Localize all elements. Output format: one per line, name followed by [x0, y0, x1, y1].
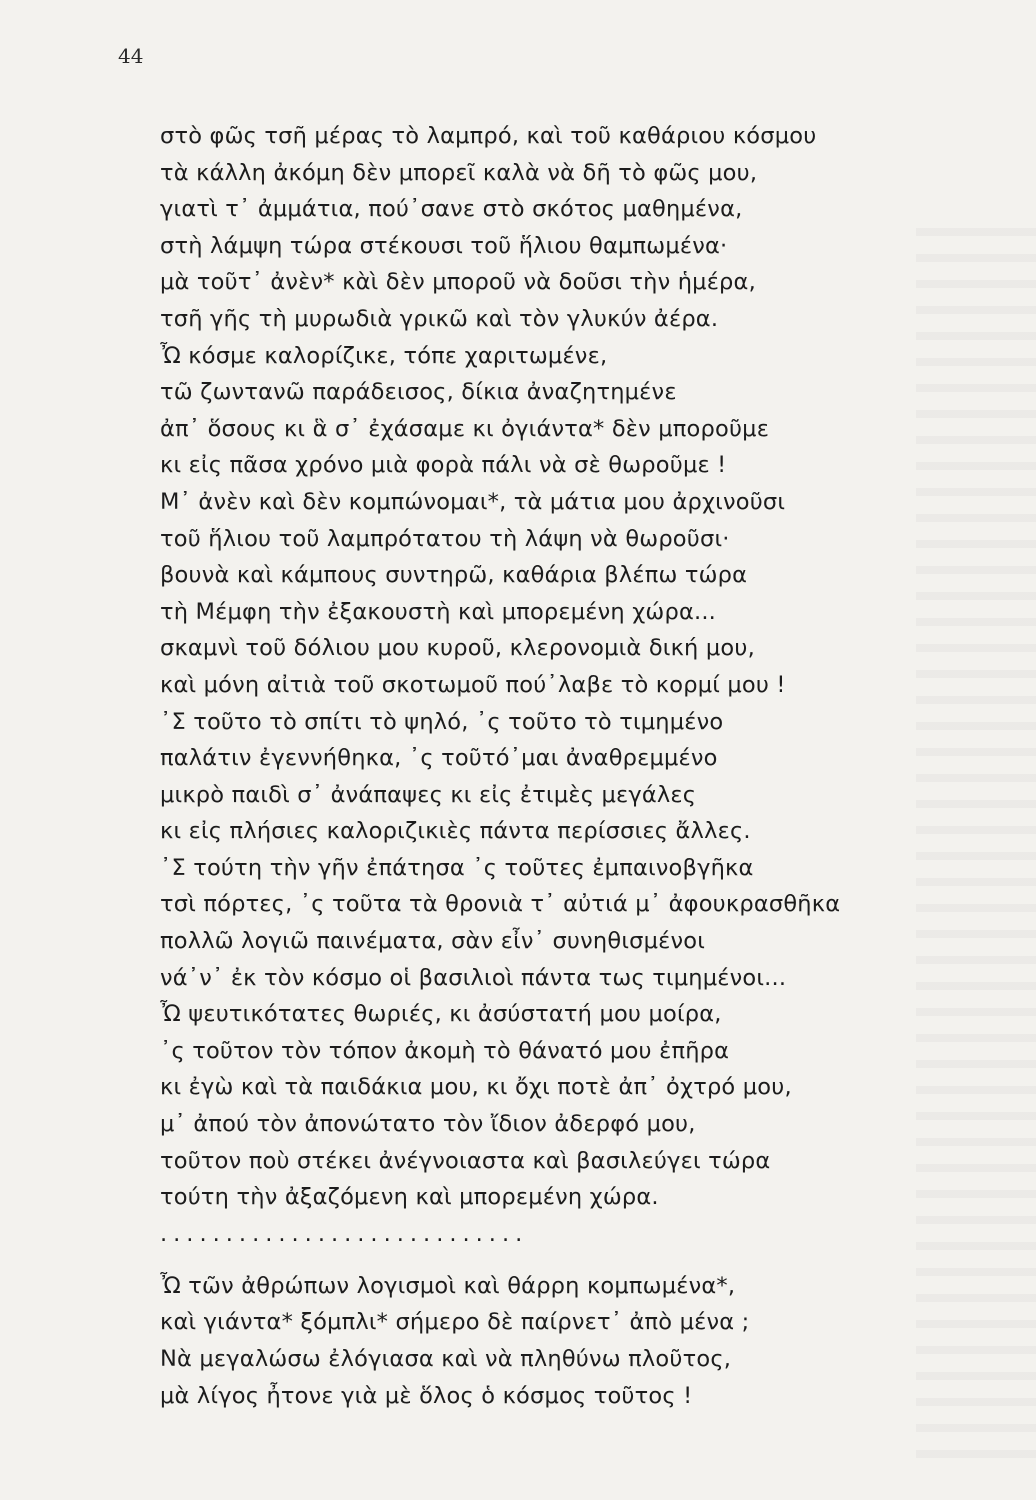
poem-line: τῶ ζωντανῶ παράδεισος, δίκια ἀναζητημένε [160, 379, 677, 406]
poem-line: τσῆ γῆς τὴ μυρωδιὰ γρικῶ καὶ τὸν γλυκύν ἀέρα. [160, 305, 719, 332]
poem-line: γιατὶ τ᾽ ἀμμάτια, πού᾽σανε στὸ σκότος μαθημένα, [160, 196, 743, 223]
poem-line: τοῦτον ποὺ στέκει ἀνέγνοιαστα καὶ βασιλεύγει τώρα [160, 1147, 771, 1174]
poem-line: τοῦ ἥλιου τοῦ λαμπρότατου τὴ λάψη νὰ θωροῦσι· [160, 525, 730, 552]
poem-line: κι εἰς πλήσιες καλοριζικιὲς πάντα περίσσιες ἄλλες. [160, 818, 751, 845]
stanza-separator: ............................ [160, 1220, 529, 1247]
poem-line: ᾽Σ τούτη τὴν γῆν ἐπάτησα ᾽ς τοῦτες ἐμπαινοβγῆκα [160, 854, 754, 881]
poem-line: Ὦ κόσμε καλορίζικε, τόπε χαριτωμένε, [160, 342, 608, 369]
poem-line: ᾽ς τοῦτον τὸν τόπον ἀκομὴ τὸ θάνατό μου ἐπῆρα [160, 1037, 730, 1064]
poem-line: βουνὰ καὶ κάμπους συντηρῶ, καθάρια βλέπω τώρα [160, 562, 748, 589]
poem-line: κι εἰς πᾶσα χρόνο μιὰ φορὰ πάλι νὰ σὲ θωροῦμε ! [160, 452, 727, 479]
poem-line: στὴ λάμψη τώρα στέκουσι τοῦ ἥλιου θαμπωμένα· [160, 232, 728, 259]
poem-line: νά᾽ν᾽ ἐκ τὸν κόσμο οἱ βασιλιοὶ πάντα τως τιμημένοι... [160, 964, 787, 991]
poem-line: σκαμνὶ τοῦ δόλιου μου κυροῦ, κλερονομιὰ δική μου, [160, 635, 755, 662]
poem-line: κι ἐγὼ καὶ τὰ παιδάκια μου, κι ὄχι ποτὲ ἀπ᾽ ὀχτρό μου, [160, 1074, 792, 1101]
poem-line: καὶ μόνη αἰτιὰ τοῦ σκοτωμοῦ πού᾽λαβε τὸ κορμί μου ! [160, 671, 786, 698]
poem-line: τὰ κάλλη ἀκόμη δὲν μπορεῖ καλὰ νὰ δῆ τὸ φῶς μου, [160, 159, 758, 186]
poem-line: καὶ γιάντα* ξόμπλι* σήμερο δὲ παίρνετ᾽ ἀπὸ μένα ; [160, 1309, 750, 1336]
poem-line: μικρὸ παιδὶ σ᾽ ἀνάπαψες κι εἰς ἐτιμὲς μεγάλες [160, 781, 697, 808]
poem-line: παλάτιν ἐγεννήθηκα, ᾽ς τοῦτό᾽μαι ἀναθρεμμένο [160, 745, 718, 772]
poem-line: ἀπ᾽ ὅσους κι ἃ σ᾽ ἐχάσαμε κι ὀγιάντα* δὲν μποροῦμε [160, 415, 770, 442]
poem-line: μ᾽ ἀπού τὸν ἀπονώτατο τὸν ἴδιον ἀδερφό μου, [160, 1111, 696, 1138]
poem-line: Νὰ μεγαλώσω ἐλόγιασα καὶ νὰ πληθύνω πλοῦτος, [160, 1346, 732, 1372]
page-number: 44 [118, 44, 144, 68]
poem-line: στὸ φῶς τσῆ μέρας τὸ λαμπρό, καὶ τοῦ καθάριου κόσμου [160, 123, 817, 149]
poem-line: Μ᾽ ἀνὲν καὶ δὲν κομπώνομαι*, τὰ μάτια μου ἀρχινοῦσι [160, 488, 786, 515]
poem-line: τὴ Μέμφη τὴν ἐξακουστὴ καὶ μπορεμένη χώρα... [160, 598, 717, 625]
poem-text [160, 118, 960, 1414]
poem-line: τσὶ πόρτες, ᾽ς τοῦτα τὰ θρονιὰ τ᾽ αὐτιά μ᾽ ἀφουκρασθῆκα [160, 891, 841, 918]
poem-line: πολλῶ λογιῶ παινέματα, σὰν εἶν᾽ συνηθισμένοι [160, 928, 706, 955]
poem-line: μὰ τοῦτ᾽ ἀνὲν* κὰὶ δὲν μποροῦ νὰ δοῦσι τὴν ἡμέρα, [160, 269, 756, 296]
poem-line: μὰ λίγος ἦτονε γιὰ μὲ ὅλος ὁ κόσμος τοῦτος ! [160, 1382, 693, 1409]
poem-line: Ὦ ψευτικότατες θωριές, κι ἀσύστατή μου μοίρα, [160, 1001, 722, 1028]
poem-line: Ὦ τῶν ἀθρώπων λογισμοὶ καὶ θάρρη κομπωμένα*, [160, 1272, 736, 1299]
poem-line: ᾽Σ τοῦτο τὸ σπίτι τὸ ψηλό, ᾽ς τοῦτο τὸ τιμημένο [160, 708, 724, 735]
poem-line: τούτη τὴν ἀξαζόμενη καὶ μπορεμένη χώρα. [160, 1184, 659, 1211]
